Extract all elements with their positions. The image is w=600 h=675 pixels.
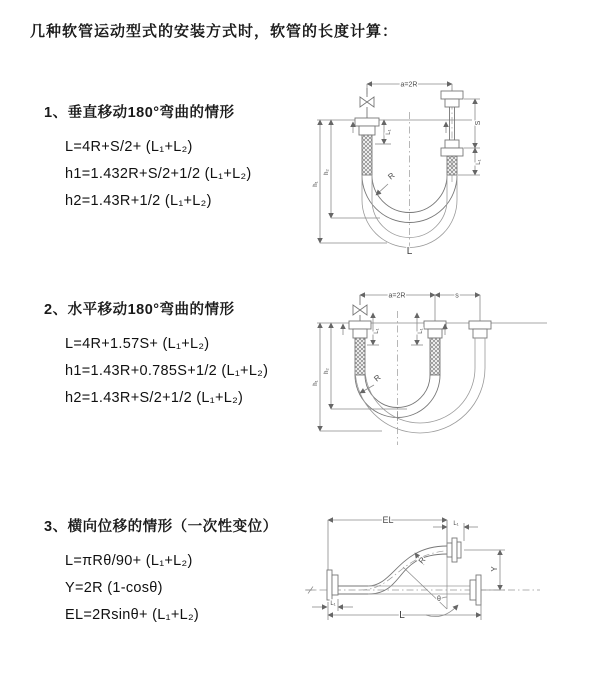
dimension-el	[328, 515, 447, 573]
braided-hose	[430, 338, 440, 375]
dim-label-h1: h₁	[313, 380, 319, 386]
dimension-l1-mid	[411, 313, 424, 345]
formula-h2: h2=1.43R+1/2 (L₁+L₂)	[65, 193, 212, 209]
formula-el: EL=2Rsinθ+ (L₁+L₂)	[65, 607, 200, 623]
dim-label-l1: L₁	[386, 129, 392, 135]
dim-label-l1: L₁	[418, 328, 424, 334]
formula-y: Y=2R (1-cosθ)	[65, 580, 163, 596]
section-3-heading: 3、横向位移的情形（一次性变位）	[44, 519, 278, 535]
dim-label-y: Y	[490, 566, 499, 572]
dimension-a2r	[367, 82, 452, 95]
left-leg-fitting	[349, 321, 371, 375]
s-curve-hose	[338, 546, 460, 594]
dimension-s	[464, 99, 482, 148]
dim-label-l1: L₁	[476, 159, 482, 165]
dim-label-l1: L₁	[330, 601, 336, 607]
dim-label-r: R	[372, 372, 383, 384]
dim-label-l: L	[406, 246, 413, 257]
dimension-a2r	[360, 293, 435, 300]
middle-leg-fitting	[424, 321, 446, 375]
dim-label-l1: L₁	[453, 521, 459, 527]
dim-label-r: R	[416, 555, 428, 566]
formula-l: L=4R+1.57S+ (L₁+L₂)	[65, 336, 210, 352]
section-3	[44, 518, 278, 624]
dim-label-l: L	[399, 610, 405, 621]
dimension-l1-left	[312, 599, 353, 611]
dim-label-s: S	[475, 120, 482, 126]
moved-flange	[447, 538, 461, 562]
valve-icon	[353, 295, 367, 321]
moved-leg-fitting	[469, 321, 491, 368]
section-2	[44, 301, 268, 407]
dim-label-a2r: a=2R	[388, 292, 406, 300]
dim-label-h2: h₂	[324, 169, 330, 175]
page-title: 几种软管运动型式的安装方式时，软管的长度计算：	[30, 23, 399, 40]
diagram-vertical-180-bend	[312, 72, 572, 257]
dim-label-h2: h₂	[324, 368, 330, 374]
dim-label-s: s	[455, 292, 459, 300]
dim-label-l1: L₁	[374, 328, 380, 334]
formula-l: L=πRθ/90+ (L₁+L₂)	[65, 553, 193, 569]
left-leg-fitting	[355, 118, 379, 175]
radius-callout	[415, 553, 428, 565]
dim-label-h1: h₁	[313, 181, 319, 187]
diagram-lateral-displacement	[300, 505, 600, 655]
section-1	[44, 104, 252, 210]
dim-label-theta: θ	[437, 596, 441, 603]
dim-label-a2r: a=2R	[400, 81, 418, 89]
braided-hose	[362, 135, 372, 175]
dim-label-r: R	[386, 170, 397, 182]
formula-l: L=4R+S/2+ (L₁+L₂)	[65, 139, 193, 155]
centerline-break-mark	[306, 587, 315, 594]
dimension-l	[328, 602, 481, 621]
section-1-heading: 1、垂直移动180°弯曲的情形	[44, 105, 235, 121]
braided-hose	[447, 156, 457, 175]
left-flange	[327, 570, 338, 600]
dimension-h1	[313, 120, 387, 243]
valve-icon	[360, 88, 374, 118]
dim-label-el: EL	[382, 515, 394, 525]
braided-hose	[355, 338, 365, 375]
radius-callout	[360, 373, 383, 393]
angle-construction	[403, 520, 458, 617]
section-2-heading: 2、水平移动180°弯曲的情形	[44, 302, 235, 318]
formula-h2: h2=1.43R+S/2+1/2 (L₁+L₂)	[65, 390, 244, 406]
formula-h1: h1=1.43R+0.785S+1/2 (L₁+L₂)	[65, 363, 269, 379]
radius-callout	[376, 171, 397, 195]
formula-h1: h1=1.432R+S/2+1/2 (L₁+L₂)	[65, 166, 252, 182]
dimension-s	[435, 293, 480, 322]
diagram-horizontal-180-bend	[312, 283, 592, 458]
